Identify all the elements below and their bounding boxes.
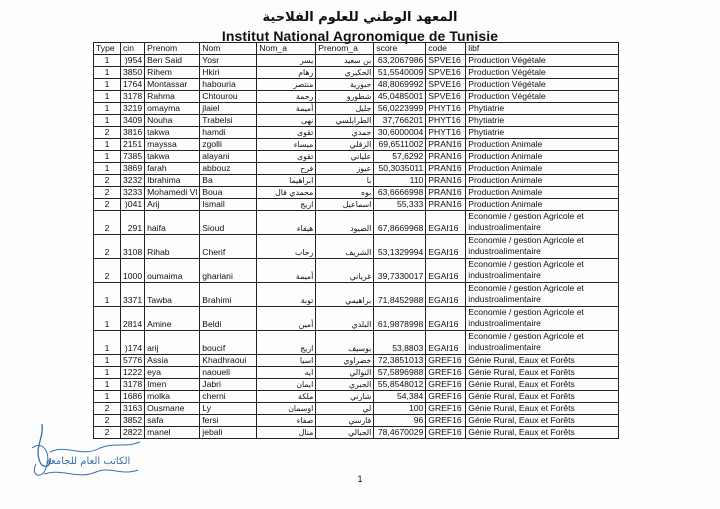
cell-prenom: Imen <box>145 379 200 391</box>
cell-cin: 3232 <box>121 175 145 187</box>
cell-type: 2 <box>94 259 121 283</box>
cell-libf: Génie Rural, Eaux et Forêts <box>466 427 619 439</box>
cell-code: PRAN16 <box>426 187 466 199</box>
table-row <box>94 187 619 199</box>
cell-nom-arabic: أميمة <box>257 103 316 115</box>
cell-nom-arabic: ميساء <box>257 139 316 151</box>
cell-nom-arabic: أميمة <box>257 259 316 283</box>
signature-text: الكاتب العام للجامعة <box>45 456 131 467</box>
cell-type: 2 <box>94 235 121 259</box>
cell-nom: Ba <box>200 175 257 187</box>
cell-type: 1 <box>94 331 121 355</box>
cell-cin: 3850 <box>121 67 145 79</box>
cell-libf: Génie Rural, Eaux et Forêts <box>466 415 619 427</box>
cell-nom-arabic: نهى <box>257 115 316 127</box>
cell-nom: Khadhraoui <box>200 355 257 367</box>
cell-code: EGAI16 <box>426 259 466 283</box>
cell-libf: Production Animale <box>466 163 619 175</box>
cell-score: 53,1329994 <box>374 235 426 259</box>
cell-nom-arabic: أمين <box>257 307 316 331</box>
cell-prenom: safa <box>145 415 200 427</box>
table-body <box>94 55 619 439</box>
cell-code: PHYT16 <box>426 115 466 127</box>
cell-score: 72,3851013 <box>374 355 426 367</box>
cell-nom-arabic: ملكة <box>257 391 316 403</box>
cell-prenom-arabic: الشريف <box>316 235 374 259</box>
cell-type: 1 <box>94 379 121 391</box>
cell-cin: 291 <box>121 211 145 235</box>
cell-score: 30,6000004 <box>374 127 426 139</box>
cell-nom-arabic: اسيا <box>257 355 316 367</box>
cell-libf: Génie Rural, Eaux et Forêts <box>466 355 619 367</box>
cell-prenom-arabic: الجبالي <box>316 427 374 439</box>
institute-title-french: Institut National Agronomique de Tunisie <box>221 28 499 44</box>
cell-prenom: Mohamedi Vl <box>145 187 200 199</box>
cell-nom: ghariani <box>200 259 257 283</box>
cell-cin: 3816 <box>121 127 145 139</box>
cell-nom: Cherif <box>200 235 257 259</box>
cell-prenom-arabic: الزقلي <box>316 139 374 151</box>
cell-type: 2 <box>94 415 121 427</box>
cell-score: 61,9878998 <box>374 307 426 331</box>
cell-libf: Production Animale <box>466 139 619 151</box>
cell-nom-arabic: فرح <box>257 163 316 175</box>
cell-code: PRAN16 <box>426 151 466 163</box>
cell-prenom: Assia <box>145 355 200 367</box>
cell-prenom-arabic: بن سعيد <box>316 55 374 67</box>
cell-nom: Ismail <box>200 199 257 211</box>
cell-libf: Production Animale <box>466 151 619 163</box>
cell-code: SPVE16 <box>426 55 466 67</box>
cell-nom-arabic: رحاب <box>257 235 316 259</box>
cell-nom-arabic: اريج <box>257 331 316 355</box>
cell-prenom: arij <box>145 331 200 355</box>
cell-prenom: Ousmane <box>145 403 200 415</box>
table-row <box>94 175 619 187</box>
cell-cin: 3371 <box>121 283 145 307</box>
cell-nom-arabic: توبة <box>257 283 316 307</box>
cell-libf: Production Végétale <box>466 67 619 79</box>
table-row <box>94 331 619 355</box>
cell-prenom: omayma <box>145 103 200 115</box>
cell-prenom-arabic: غرياني <box>316 259 374 283</box>
cell-nom: Jabri <box>200 379 257 391</box>
cell-nom: Trabelsi <box>200 115 257 127</box>
cell-nom: hamdi <box>200 127 257 139</box>
cell-libf: Phytiatrie <box>466 103 619 115</box>
cell-prenom: farah <box>145 163 200 175</box>
cell-nom-arabic: ايمان <box>257 379 316 391</box>
table-row <box>94 199 619 211</box>
cell-score: 54,384 <box>374 391 426 403</box>
cell-libf: Economie / gestion Agricole et industroalimentaire <box>466 259 619 283</box>
cell-nom: Boua <box>200 187 257 199</box>
cell-cin: 5776 <box>121 355 145 367</box>
cell-type: 2 <box>94 127 121 139</box>
cell-nom-arabic: هيفاء <box>257 211 316 235</box>
cell-prenom: Montassar <box>145 79 200 91</box>
table-row <box>94 355 619 367</box>
cell-prenom: Rihab <box>145 235 200 259</box>
cell-prenom-arabic: شارني <box>316 391 374 403</box>
cell-prenom: Nouha <box>145 115 200 127</box>
cell-nom-arabic: منال <box>257 427 316 439</box>
cell-cin: )174 <box>121 331 145 355</box>
cell-type: 2 <box>94 175 121 187</box>
cell-code: EGAI16 <box>426 283 466 307</box>
cell-code: EGAI16 <box>426 235 466 259</box>
cell-score: 57,6292 <box>374 151 426 163</box>
column-header-prenom: Prenom <box>145 43 200 55</box>
cell-code: GREF16 <box>426 391 466 403</box>
table-row <box>94 403 619 415</box>
cell-libf: Production Animale <box>466 187 619 199</box>
cell-score: 48,8069992 <box>374 79 426 91</box>
column-header-nom: Nom <box>200 43 257 55</box>
cell-prenom-arabic: البلدي <box>316 307 374 331</box>
table-row <box>94 163 619 175</box>
cell-type: 1 <box>94 355 121 367</box>
cell-cin: 1686 <box>121 391 145 403</box>
cell-score: 63,6666998 <box>374 187 426 199</box>
cell-libf: Génie Rural, Eaux et Forêts <box>466 379 619 391</box>
cell-prenom-arabic: براهيمي <box>316 283 374 307</box>
cell-prenom-arabic: الطرابلسي <box>316 115 374 127</box>
cell-nom-arabic: ايه <box>257 367 316 379</box>
table-row <box>94 259 619 283</box>
cell-prenom-arabic: خضراوي <box>316 355 374 367</box>
institute-title-arabic: المعهد الوطني للعلوم الفلاحية <box>262 10 458 25</box>
table-row <box>94 211 619 235</box>
cell-type: 1 <box>94 79 121 91</box>
cell-prenom-arabic: جليل <box>316 103 374 115</box>
cell-nom: jlaiel <box>200 103 257 115</box>
cell-libf: Production Animale <box>466 199 619 211</box>
cell-libf: Production Végétale <box>466 79 619 91</box>
cell-prenom-arabic: بوه <box>316 187 374 199</box>
cell-type: 2 <box>94 199 121 211</box>
table-row <box>94 415 619 427</box>
cell-code: GREF16 <box>426 355 466 367</box>
cell-cin: 3233 <box>121 187 145 199</box>
cell-code: SPVE16 <box>426 91 466 103</box>
cell-score: 69,6511002 <box>374 139 426 151</box>
cell-nom-arabic: صفاء <box>257 415 316 427</box>
cell-libf: Economie / gestion Agricole et industroalimentaire <box>466 283 619 307</box>
cell-code: PHYT16 <box>426 127 466 139</box>
table-row <box>94 235 619 259</box>
cell-score: 37,766201 <box>374 115 426 127</box>
cell-libf: Production Végétale <box>466 55 619 67</box>
cell-nom: Beldi <box>200 307 257 331</box>
cell-type: 1 <box>94 163 121 175</box>
cell-cin: 2814 <box>121 307 145 331</box>
cell-nom: habouria <box>200 79 257 91</box>
cell-libf: Production Animale <box>466 175 619 187</box>
table-row <box>94 283 619 307</box>
cell-code: PRAN16 <box>426 139 466 151</box>
cell-prenom-arabic: اسماعيل <box>316 199 374 211</box>
cell-prenom-arabic: فارسي <box>316 415 374 427</box>
cell-prenom: manel <box>145 427 200 439</box>
cell-nom: Brahimi <box>200 283 257 307</box>
cell-nom-arabic: يسر <box>257 55 316 67</box>
cell-cin: 1000 <box>121 259 145 283</box>
cell-prenom: oumaima <box>145 259 200 283</box>
cell-code: EGAI16 <box>426 211 466 235</box>
cell-prenom: Ben Said <box>145 55 200 67</box>
cell-cin: 3108 <box>121 235 145 259</box>
cell-nom: boucif <box>200 331 257 355</box>
cell-code: EGAI16 <box>426 307 466 331</box>
cell-score: 56,0223999 <box>374 103 426 115</box>
column-header-nom-a: Nom_a <box>257 43 316 55</box>
cell-score: 45,0485001 <box>374 91 426 103</box>
cell-libf: Phytiatrie <box>466 127 619 139</box>
cell-score: 55,333 <box>374 199 426 211</box>
cell-nom: Hkiri <box>200 67 257 79</box>
cell-libf: Economie / gestion Agricole et industroalimentaire <box>466 307 619 331</box>
cell-score: 78,4670029 <box>374 427 426 439</box>
cell-cin: 3163 <box>121 403 145 415</box>
cell-nom: Sioud <box>200 211 257 235</box>
cell-cin: 2151 <box>121 139 145 151</box>
cell-type: 1 <box>94 103 121 115</box>
cell-cin: )954 <box>121 55 145 67</box>
cell-code: GREF16 <box>426 379 466 391</box>
cell-prenom: haifa <box>145 211 200 235</box>
cell-cin: 3219 <box>121 103 145 115</box>
cell-prenom-arabic: عبوز <box>316 163 374 175</box>
cell-libf: Génie Rural, Eaux et Forêts <box>466 367 619 379</box>
cell-nom: fersi <box>200 415 257 427</box>
table-row <box>94 427 619 439</box>
cell-libf: Economie / gestion Agricole et industroalimentaire <box>466 211 619 235</box>
cell-score: 50,3035011 <box>374 163 426 175</box>
cell-type: 1 <box>94 151 121 163</box>
cell-type: 2 <box>94 187 121 199</box>
cell-prenom-arabic: شطورو <box>316 91 374 103</box>
cell-score: 55,8548012 <box>374 379 426 391</box>
table-row <box>94 115 619 127</box>
cell-nom: cherni <box>200 391 257 403</box>
table-row <box>94 367 619 379</box>
cell-type: 1 <box>94 367 121 379</box>
cell-nom-arabic: اوسمان <box>257 403 316 415</box>
cell-type: 1 <box>94 307 121 331</box>
cell-prenom: eya <box>145 367 200 379</box>
column-header-code: code <box>426 43 466 55</box>
page-number: 1 <box>357 474 363 484</box>
cell-prenom: Rahma <box>145 91 200 103</box>
cell-nom: jebali <box>200 427 257 439</box>
cell-type: 1 <box>94 283 121 307</box>
cell-type: 1 <box>94 391 121 403</box>
results-table <box>93 42 619 439</box>
cell-score: 39,7330017 <box>374 259 426 283</box>
cell-code: PRAN16 <box>426 199 466 211</box>
cell-nom: abbouz <box>200 163 257 175</box>
cell-cin: 1764 <box>121 79 145 91</box>
cell-libf: Génie Rural, Eaux et Forêts <box>466 403 619 415</box>
cell-prenom-arabic: الحكيري <box>316 67 374 79</box>
cell-nom-arabic: اريج <box>257 199 316 211</box>
cell-nom-arabic: رحمة <box>257 91 316 103</box>
cell-cin: 1222 <box>121 367 145 379</box>
cell-prenom: Amine <box>145 307 200 331</box>
cell-cin: 7385 <box>121 151 145 163</box>
cell-code: PRAN16 <box>426 175 466 187</box>
cell-type: 1 <box>94 115 121 127</box>
cell-type: 2 <box>94 211 121 235</box>
cell-code: GREF16 <box>426 427 466 439</box>
cell-prenom-arabic: حبورية <box>316 79 374 91</box>
table-header-row <box>94 43 619 55</box>
cell-nom-arabic: تقوى <box>257 151 316 163</box>
column-header-libf: libf <box>466 43 619 55</box>
cell-score: 67,8669968 <box>374 211 426 235</box>
table-row <box>94 127 619 139</box>
cell-prenom: takwa <box>145 127 200 139</box>
cell-cin: 3178 <box>121 91 145 103</box>
cell-code: SPVE16 <box>426 67 466 79</box>
table-row <box>94 67 619 79</box>
table-row <box>94 151 619 163</box>
cell-cin: 3409 <box>121 115 145 127</box>
cell-nom-arabic: ابراهيما <box>257 175 316 187</box>
cell-prenom: molka <box>145 391 200 403</box>
cell-nom: alayani <box>200 151 257 163</box>
cell-cin: )041 <box>121 199 145 211</box>
table-row <box>94 79 619 91</box>
table-row <box>94 307 619 331</box>
cell-prenom-arabic: علياني <box>316 151 374 163</box>
column-header-type: Type <box>94 43 121 55</box>
cell-cin: 3852 <box>121 415 145 427</box>
cell-score: 71,8452988 <box>374 283 426 307</box>
cell-score: 57,5896988 <box>374 367 426 379</box>
cell-libf: Production Végétale <box>466 91 619 103</box>
column-header-score: score <box>374 43 426 55</box>
cell-nom-arabic: تقوى <box>257 127 316 139</box>
cell-code: SPVE16 <box>426 79 466 91</box>
cell-libf: Economie / gestion Agricole et industroalimentaire <box>466 331 619 355</box>
cell-nom-arabic: محمدي فال <box>257 187 316 199</box>
cell-score: 51,5540009 <box>374 67 426 79</box>
cell-prenom-arabic: لي <box>316 403 374 415</box>
cell-type: 1 <box>94 55 121 67</box>
cell-prenom-arabic: حمدي <box>316 127 374 139</box>
cell-type: 1 <box>94 67 121 79</box>
cell-score: 100 <box>374 403 426 415</box>
cell-libf: Génie Rural, Eaux et Forêts <box>466 391 619 403</box>
cell-score: 96 <box>374 415 426 427</box>
cell-type: 1 <box>94 139 121 151</box>
cell-score: 53,8803 <box>374 331 426 355</box>
cell-prenom: takwa <box>145 151 200 163</box>
cell-nom-arabic: منتصر <box>257 79 316 91</box>
table-row <box>94 391 619 403</box>
cell-libf: Economie / gestion Agricole et industroalimentaire <box>466 235 619 259</box>
cell-cin: 3178 <box>121 379 145 391</box>
cell-libf: Phytiatrie <box>466 115 619 127</box>
column-header-cin: cin <box>121 43 145 55</box>
cell-prenom: Arij <box>145 199 200 211</box>
column-header-prenom-a: Prenom_a <box>316 43 374 55</box>
cell-prenom-arabic: با <box>316 175 374 187</box>
cell-nom: zgolli <box>200 139 257 151</box>
cell-nom: Ly <box>200 403 257 415</box>
table-row <box>94 91 619 103</box>
cell-nom: Chtourou <box>200 91 257 103</box>
cell-prenom-arabic: بوسيف <box>316 331 374 355</box>
cell-prenom: Tawba <box>145 283 200 307</box>
cell-type: 2 <box>94 403 121 415</box>
table-row <box>94 379 619 391</box>
cell-prenom-arabic: الصيود <box>316 211 374 235</box>
cell-cin: 2822 <box>121 427 145 439</box>
cell-code: GREF16 <box>426 415 466 427</box>
cell-prenom: Ibrahima <box>145 175 200 187</box>
cell-code: GREF16 <box>426 403 466 415</box>
cell-cin: 3869 <box>121 163 145 175</box>
cell-score: 110 <box>374 175 426 187</box>
table-row <box>94 103 619 115</box>
cell-code: GREF16 <box>426 367 466 379</box>
cell-type: 1 <box>94 91 121 103</box>
table-row <box>94 139 619 151</box>
cell-code: EGAI16 <box>426 331 466 355</box>
cell-nom: naoueli <box>200 367 257 379</box>
cell-prenom: Rihem <box>145 67 200 79</box>
cell-code: PHYT16 <box>426 103 466 115</box>
cell-nom-arabic: رهام <box>257 67 316 79</box>
cell-code: PRAN16 <box>426 163 466 175</box>
cell-nom: Yosr <box>200 55 257 67</box>
cell-prenom-arabic: النوالي <box>316 367 374 379</box>
cell-prenom: mayssa <box>145 139 200 151</box>
table-row <box>94 55 619 67</box>
cell-score: 63,2067986 <box>374 55 426 67</box>
cell-type: 2 <box>94 427 121 439</box>
cell-prenom-arabic: الجبري <box>316 379 374 391</box>
